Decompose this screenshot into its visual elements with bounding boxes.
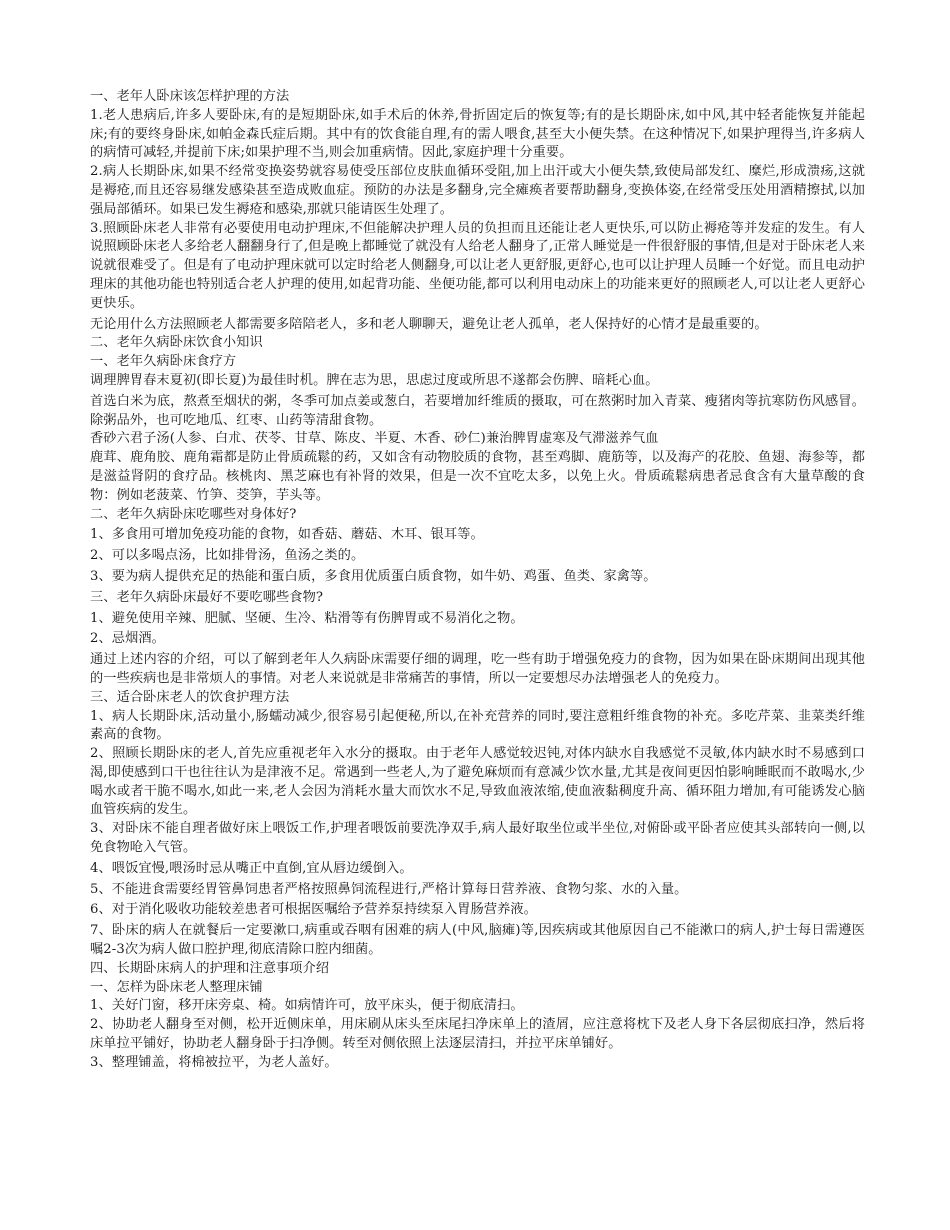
heading-section-3: 三、适合卧床老人的饮食护理方法 (90, 689, 290, 705)
paragraph: 1.老人患病后,许多人要卧床,有的是短期卧床,如手术后的休养,骨折固定后的恢复等;有的是长期卧床,如中风,其中轻者能恢复并能起床;有的要终身卧床,如帕金森氏症后期。其中有的饮食能自理,有的需人喂食,甚至大小便失禁。在这种情况下,如果护理得当,许多病人的病情可减轻,并提前下床;如果护理不当,则会加重病情。因此,家庭护理十分重要。 (90, 107, 865, 161)
list-item: 7、卧床的病人在就餐后一定要漱口,病重或吞咽有困难的病人(中风,脑瘫)等,因疾病或其他原因自己不能漱口的病人,护士每日需遵医嘱2-3次为病人做口腔护理,彻底清除口腔内细菌。 (90, 923, 865, 958)
list-item: 2、协助老人翻身至对侧，松开近侧床单，用床刷从床头至床尾扫净床单上的渣屑，应注意将枕下及老人身下各层彻底扫净，然后将床单拉平铺好，协助老人翻身卧于扫净侧。转至对侧依照上法逐层清扫，并拉平床单铺好。 (90, 1017, 865, 1052)
list-item: 1、关好门窗，移开床旁桌、椅。如病情许可，放平床头，便于彻底清扫。 (90, 998, 524, 1014)
subheading: 一、怎样为卧床老人整理床铺 (90, 979, 263, 995)
document-body (90, 88, 865, 1073)
list-item: 2、忌烟酒。 (90, 631, 165, 647)
paragraph: 无论用什么方法照顾老人都需要多陪陪老人，多和老人聊聊天，避免让老人孤单，老人保持好的心情才是最重要的。 (90, 316, 768, 332)
subheading: 三、老年久病卧床最好不要吃哪些食物? (90, 589, 324, 605)
heading-section-2: 二、老年久病卧床饮食小知识 (90, 335, 263, 351)
list-item: 1、避免使用辛辣、肥腻、坚硬、生冷、粘滑等有伤脾胃或不易消化之物。 (90, 610, 524, 626)
subheading: 二、老年久病卧床吃哪些对身体好? (90, 506, 297, 522)
paragraph: 2.病人长期卧床,如果不经常变换姿势就容易使受压部位皮肤血循环受阻,加上出汗或大小便失禁,致使局部发红、糜烂,形成溃疡,这就是褥疮,而且还容易继发感染甚至造成败血症。预防的办法是多翻身,完全瘫痪者要帮助翻身,变换体姿,在经常受压处用酒精擦拭,以加强局部循环。如果已发生褥疮和感染,那就只能请医生处理了。 (90, 164, 865, 217)
paragraph: 首选白米为底，熬煮至烟状的粥，冬季可加点姜或葱白，若要增加纤维质的摄取，可在熬粥时加入青菜、瘦猪肉等抗寒防伤风感冒。除粥品外，也可吃地瓜、红枣、山药等清甜食物。 (90, 393, 865, 428)
list-item: 3、整理铺盖，将棉被拉平，为老人盖好。 (90, 1054, 338, 1070)
paragraph: 香砂六君子汤(人参、白朮、茯苓、甘草、陈皮、半夏、木香、砂仁)兼治脾胃虚寒及气滞滋养气血 (90, 431, 659, 447)
subheading: 一、老年久病卧床食疗方 (90, 354, 237, 370)
list-item: 3、要为病人提供充足的热能和蛋白质，多食用优质蛋白质食物，如牛奶、鸡蛋、鱼类、家禽等。 (90, 568, 657, 584)
list-item: 2、照顾长期卧床的老人,首先应重视老年入水分的摄取。由于老年人感觉较迟钝,对体内缺水自我感觉不灵敏,体内缺水时不易感到口渴,即使感到口干也往往认为是津液不足。常遇到一些老人,为了避免麻烦而有意减少饮水量,尤其是夜间更因怕影响睡眠而不敢喝水,少喝水或者干脆不喝水,如此一来,老人会因为消耗水量大而饮水不足,导致血液浓缩,使血液黏稠度升高、循环阻力增加,有可能诱发心脑血管疾病的发生。 (90, 746, 865, 818)
heading-section-1: 一、老年人卧床该怎样护理的方法 (90, 89, 290, 104)
list-item: 3、对卧床不能自理者做好床上喂饭工作,护理者喂饭前要洗净双手,病人最好取坐位或半坐位,对俯卧或平卧者应使其头部转向一侧,以免食物呛入气管。 (90, 821, 865, 856)
list-item: 5、不能进食需要经胃管鼻饲患者严格按照鼻饲流程进行,严格计算每日营养液、食物匀浆、水的入量。 (90, 881, 688, 897)
paragraph: 3.照顾卧床老人非常有必要使用电动护理床,不但能解决护理人员的负担而且还能让老人更快乐,可以防止褥疮等并发症的发生。有人说照顾卧床老人多给老人翻翻身行了,但是晚上都睡觉了就没有人给老人翻身了,正常人睡觉是一件很舒服的事情,但是对于卧床老人来说就很难受了。但是有了电动护理床就可以定时给老人侧翻身,可以让老人更舒服,更舒心,也可以让护理人员睡一个好觉。而且电动护理床的其他功能也特别适合老人护理的使用,如起背功能、坐便功能,都可以利用电动床上的功能来更好的照顾老人,可以让老人更舒心更快乐。 (90, 220, 865, 311)
paragraph: 鹿茸、鹿角胶、鹿角霜都是防止骨质疏鬆的药，又如含有动物胶质的食物，甚至鸡脚、鹿筋等，以及海产的花胶、鱼翅、海参等，都是滋益肾阴的食疗品。核桃肉、黑芝麻也有补肾的效果，但是一次不宜吃太多，以免上火。骨质疏鬆病患者忌食含有大量草酸的食物：例如老菠菜、竹笋、茭笋，芋头等。 (90, 450, 865, 503)
list-item: 2、可以多喝点汤，比如排骨汤，鱼汤之类的。 (90, 548, 365, 564)
list-item: 6、对于消化吸收功能较差患者可根据医嘱给予营养泵持续泵入胃肠营养液。 (90, 902, 537, 918)
heading-section-4: 四、长期卧床病人的护理和注意事项介绍 (90, 960, 330, 976)
paragraph: 通过上述内容的介绍，可以了解到老年人久病卧床需要仔细的调理，吃一些有助于增强免疫力的食物，因为如果在卧床期间出现其他的一些疾病也是非常烦人的事情。对老人来说就是非常痛苦的事情，所以一定要想尽办法增强老人的免疫力。 (90, 652, 865, 686)
list-item: 1、多食用可增加免疫功能的食物，如香菇、蘑菇、木耳、银耳等。 (90, 527, 484, 543)
paragraph: 调理脾胃春末夏初(即长夏)为最佳时机。脾在志为思，思虑过度或所思不遂都会伤脾、暗耗心血。 (90, 372, 659, 388)
list-item: 1、病人长期卧床,活动量小,肠蠕动减少,很容易引起便秘,所以,在补充营养的同时,要注意粗纤维食物的补充。多吃芹菜、韭菜类纤维素高的食物。 (90, 708, 865, 743)
list-item: 4、喂饭宜慢,喂汤时忌从嘴正中直倒,宜从唇边缓倒入。 (90, 860, 413, 876)
